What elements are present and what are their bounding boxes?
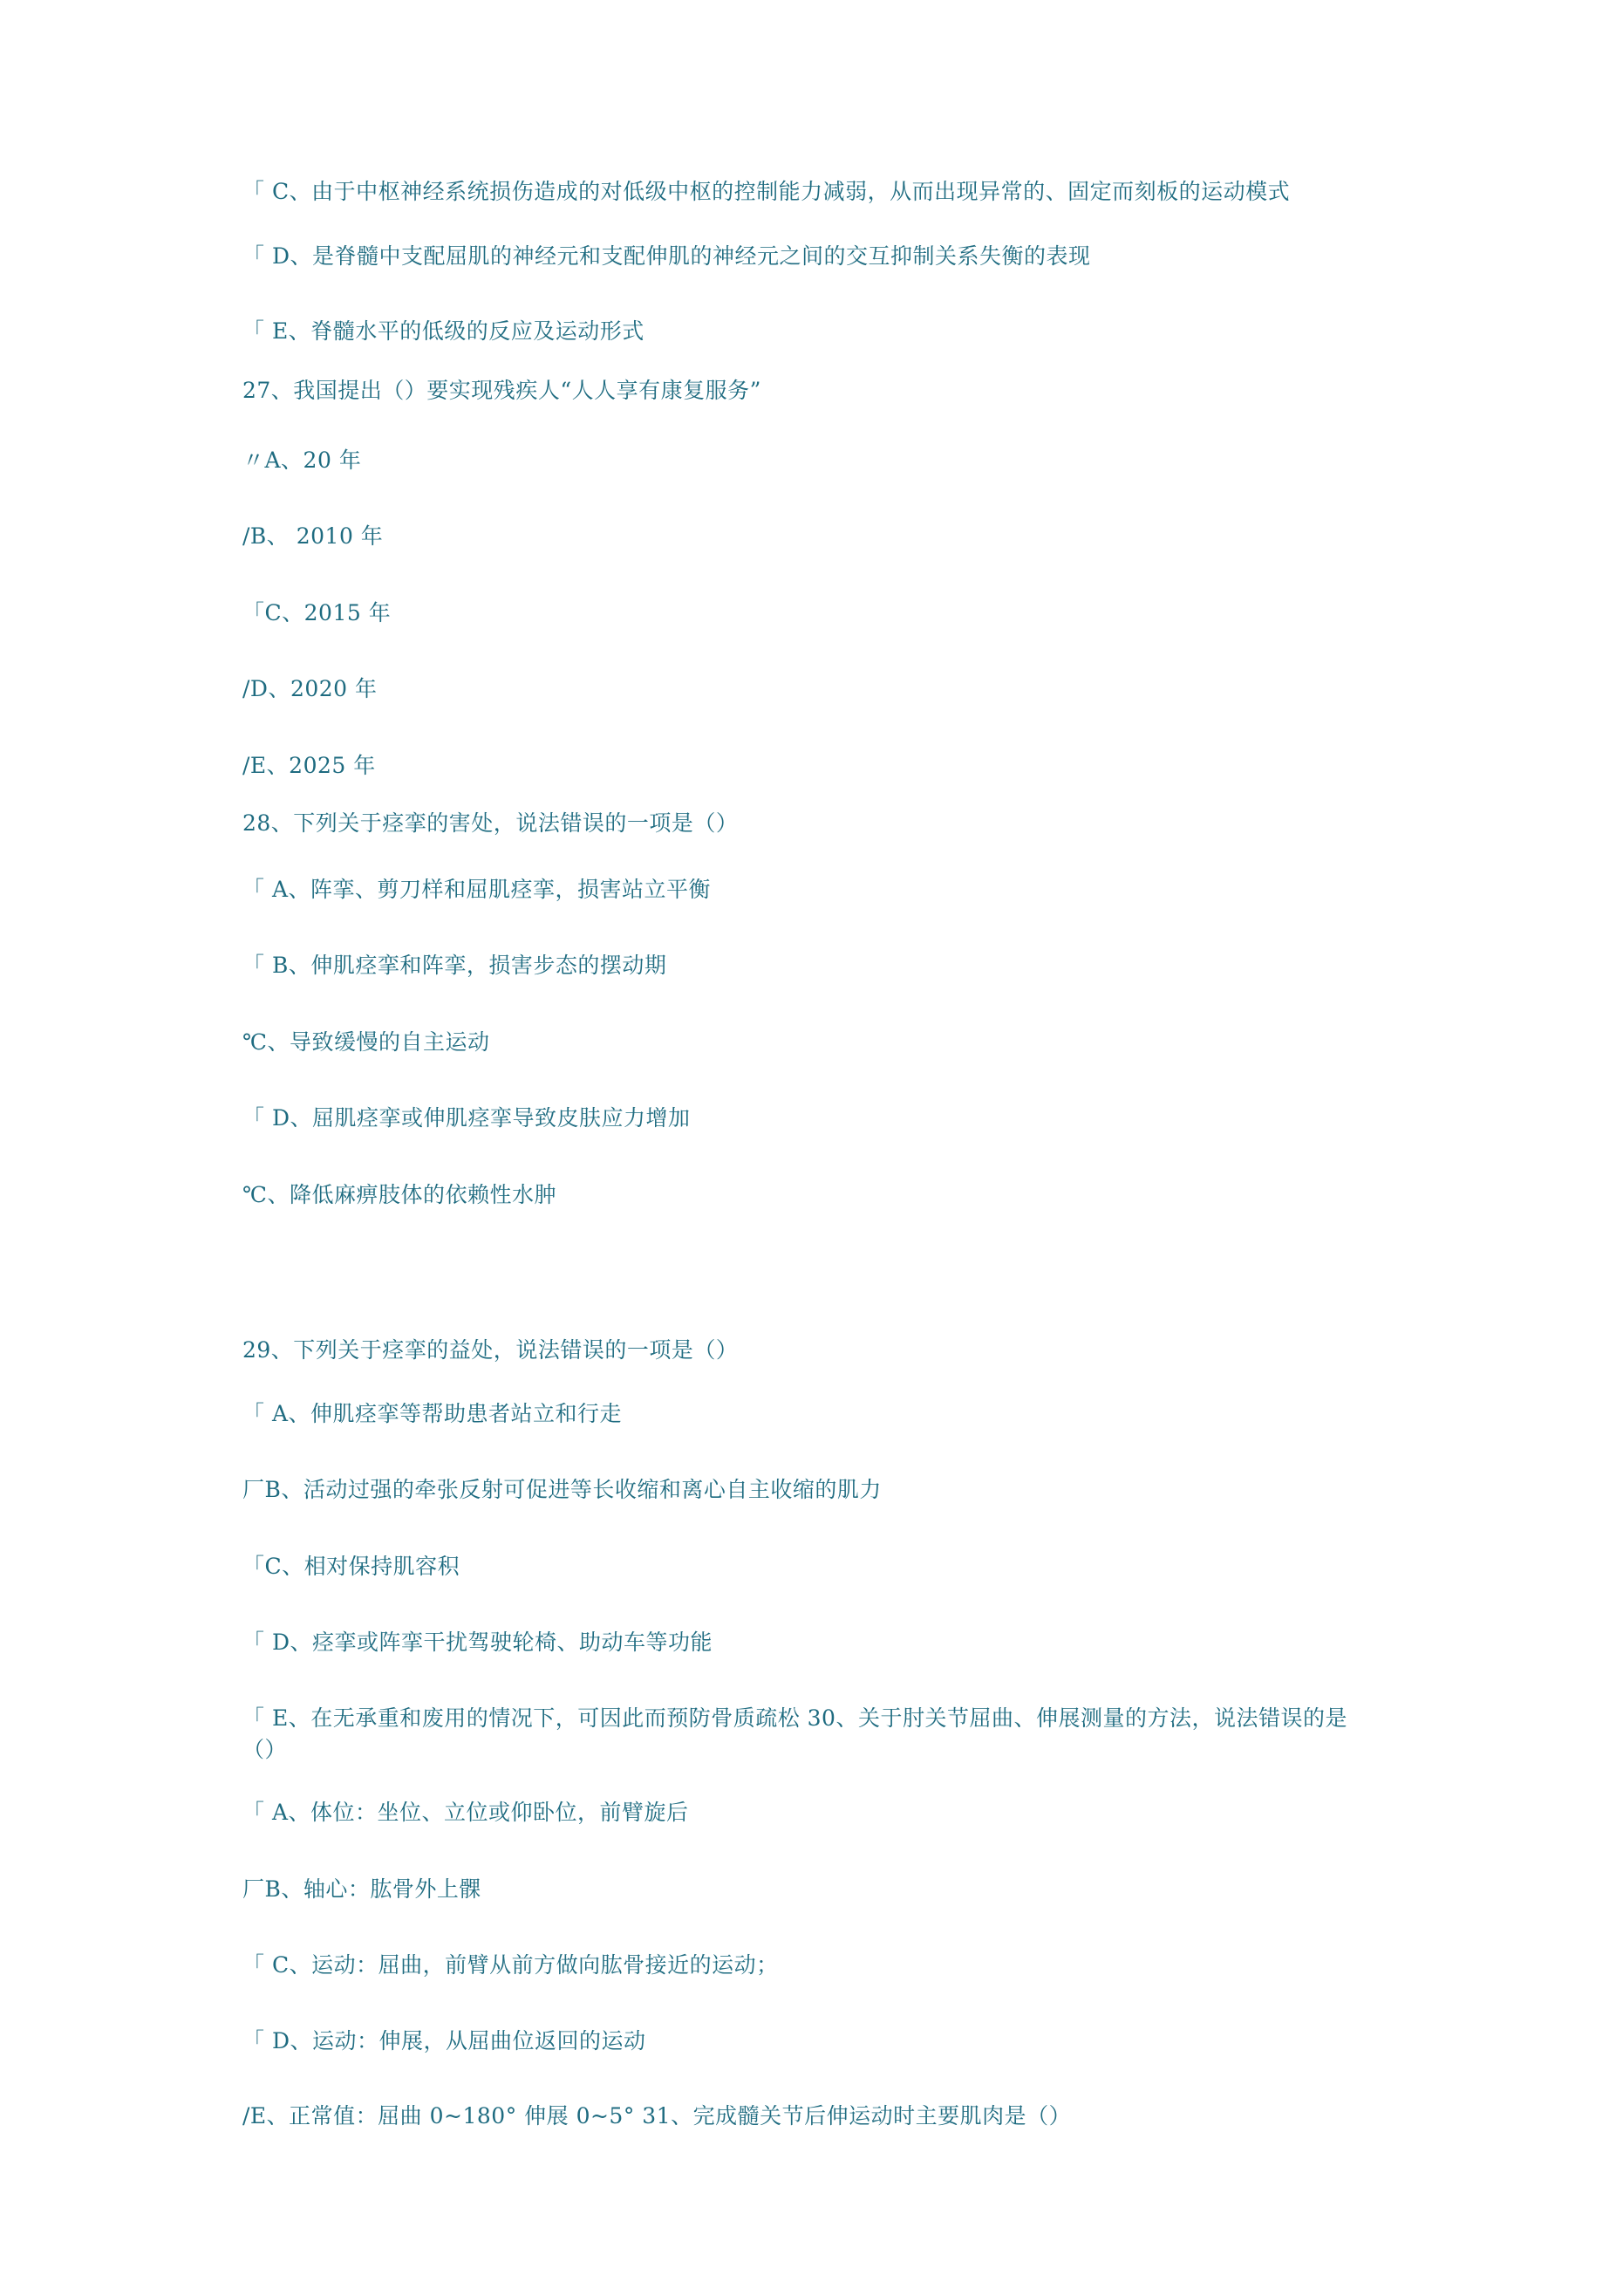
option-c-q29: 「C、相对保持肌容积 (242, 1554, 460, 1579)
option-d-q27: /D、2020 年 (242, 676, 378, 701)
question-28: 28、下列关于痉挛的害处，说法错误的一项是（） (242, 810, 739, 836)
option-b-q27: /B、 2010 年 (242, 523, 384, 549)
question-27: 27、我国提出（）要实现残疾人“人人享有康复服务” (242, 378, 761, 403)
option-e-q28: ℃、降低麻痹肢体的依赖性水肿 (242, 1182, 556, 1207)
option-a-q28: 「 A、阵挛、剪刀样和屈肌痉挛，损害站立平衡 (242, 877, 712, 902)
question-29: 29、下列关于痉挛的益处，说法错误的一项是（） (242, 1337, 739, 1363)
option-e-q29-question-30: 「 E、在无承重和废用的情况下，可因此而预防骨质疏松 30、关于肘关节屈曲、伸展测量的方法，说法错误的是（） (242, 1705, 1347, 1762)
option-d-q30: 「 D、运动：伸展，从屈曲位返回的运动 (242, 2028, 646, 2053)
option-c-q30: 「 C、运动：屈曲，前臂从前方做向肱骨接近的运动； (242, 1952, 779, 1978)
option-a-q27: 〃A、20 年 (242, 448, 362, 473)
option-d-q29: 「 D、痉挛或阵挛干扰驾驶轮椅、助动车等功能 (242, 1630, 713, 1655)
option-c-q26: 「 C、由于中枢神经系统损伤造成的对低级中枢的控制能力减弱，从而出现异常的、固定而刻板的运动模式 (242, 179, 1291, 204)
option-c-q27: 「C、2015 年 (242, 600, 392, 625)
option-b-q29: 厂B、活动过强的牵张反射可促进等长收缩和离心自主收缩的肌力 (242, 1477, 882, 1502)
option-e-q30-question-31: /E、正常值：屈曲 0~180° 伸展 0~5° 31、完成髓关节后伸运动时主要肌肉是（） (242, 2103, 1072, 2129)
option-d-q28: 「 D、屈肌痉挛或伸肌痉挛导致皮肤应力增加 (242, 1105, 691, 1131)
option-e-q26: 「 E、脊髓水平的低级的反应及运动形式 (242, 318, 644, 344)
option-a-q29: 「 A、伸肌痉挛等帮助患者站立和行走 (242, 1401, 623, 1426)
option-a-q30: 「 A、体位：坐位、立位或仰卧位，前臂旋后 (242, 1800, 689, 1825)
option-b-q30: 厂B、轴心：肱骨外上髁 (242, 1876, 481, 1902)
option-e-q27: /E、2025 年 (242, 753, 376, 778)
option-b-q28: 「 B、伸肌痉挛和阵挛，损害步态的摆动期 (242, 953, 667, 978)
option-c-q28: ℃、导致缓慢的自主运动 (242, 1029, 490, 1055)
option-d-q26: 「 D、是脊髓中支配屈肌的神经元和支配伸肌的神经元之间的交互抑制关系失衡的表现 (242, 243, 1091, 269)
